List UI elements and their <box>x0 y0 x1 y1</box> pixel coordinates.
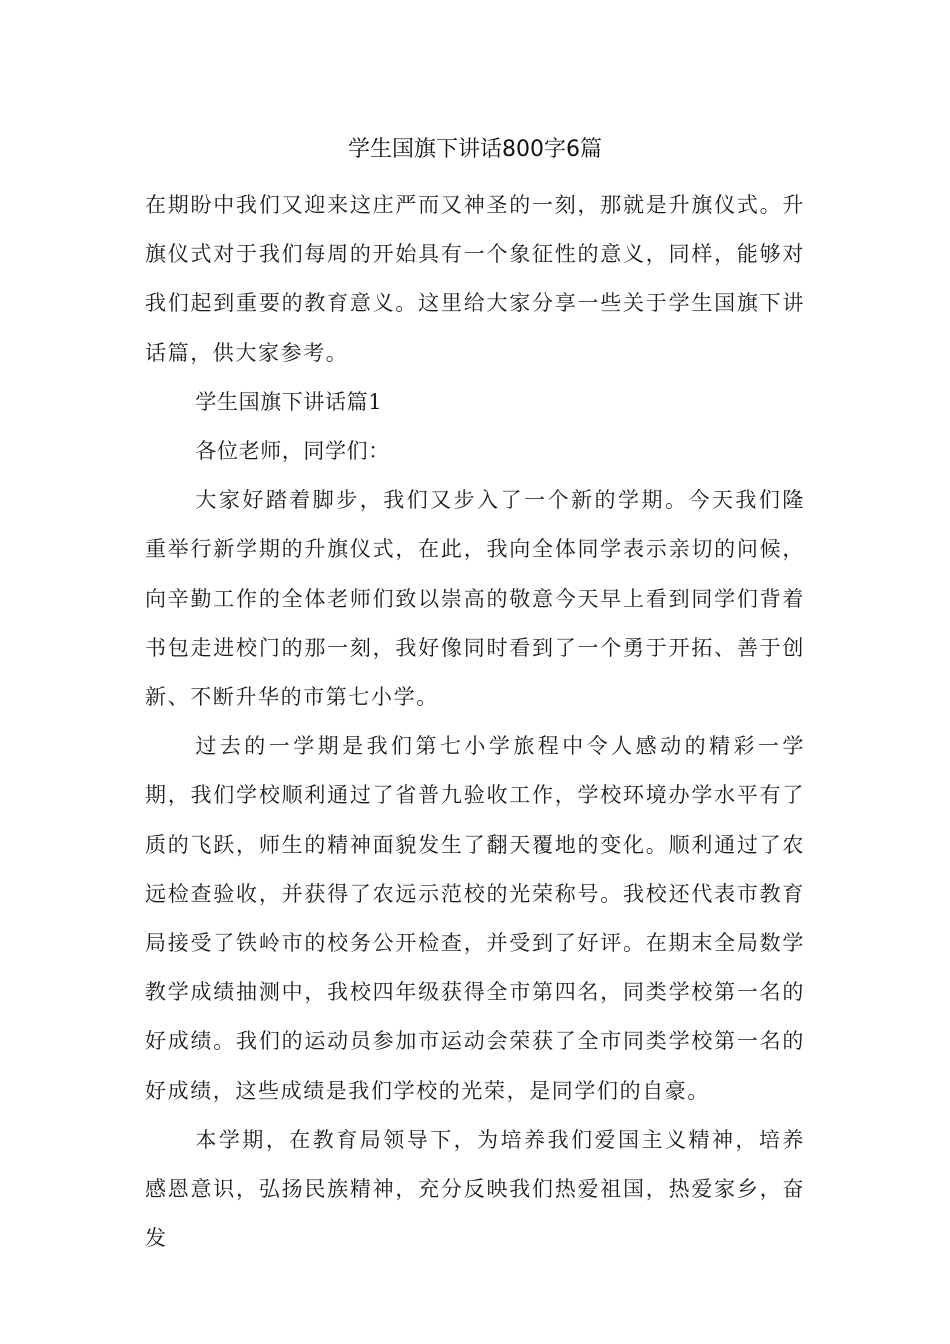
body-paragraph: 过去的一学期是我们第七小学旅程中令人感动的精彩一学期，我们学校顺利通过了省普九验收工作，学校环境办学水平有了质的飞跃，师生的精神面貌发生了翻天覆地的变化。顺利通过了农远检查验收，并获得了农远示范校的光荣称号。我校还代表市教育局接受了铁岭市的校务公开检查，并受到了好评。在期末全局数学教学成绩抽测中，我校四年级获得全市第四名，同类学校第一名的好成绩。我们的运动员参加市运动会荣获了全市同类学校第一名的好成绩，这些成绩是我们学校的光荣，是同学们的自豪。 <box>145 734 805 1103</box>
section-heading: 学生国旗下讲话篇1 <box>195 389 383 414</box>
intro-paragraph: 在期盼中我们又迎来这庄严而又神圣的一刻，那就是升旗仪式。升旗仪式对于我们每周的开始具有一个象征性的意义，同样，能够对我们起到重要的教育意义。这里给大家分享一些关于学生国旗下讲话篇，供大家参考。 <box>145 193 805 365</box>
body-paragraph: 本学期，在教育局领导下，为培养我们爱国主义精神，培养感恩意识，弘扬民族精神，充分反映我们热爱祖国，热爱家乡，奋发 <box>145 1127 805 1251</box>
document-title: 学生国旗下讲话800字6篇 <box>348 137 602 162</box>
body-paragraph: 大家好踏着脚步，我们又步入了一个新的学期。今天我们隆重举行新学期的升旗仪式，在此，我向全体同学表示亲切的问候，向辛勤工作的全体老师们致以崇高的敬意今天早上看到同学们背着书包走进校门的那一刻，我好像同时看到了一个勇于开拓、善于创新、不断升华的市第七小学。 <box>145 488 805 710</box>
document-body <box>145 181 805 1263</box>
salutation: 各位老师，同学们： <box>195 439 390 464</box>
